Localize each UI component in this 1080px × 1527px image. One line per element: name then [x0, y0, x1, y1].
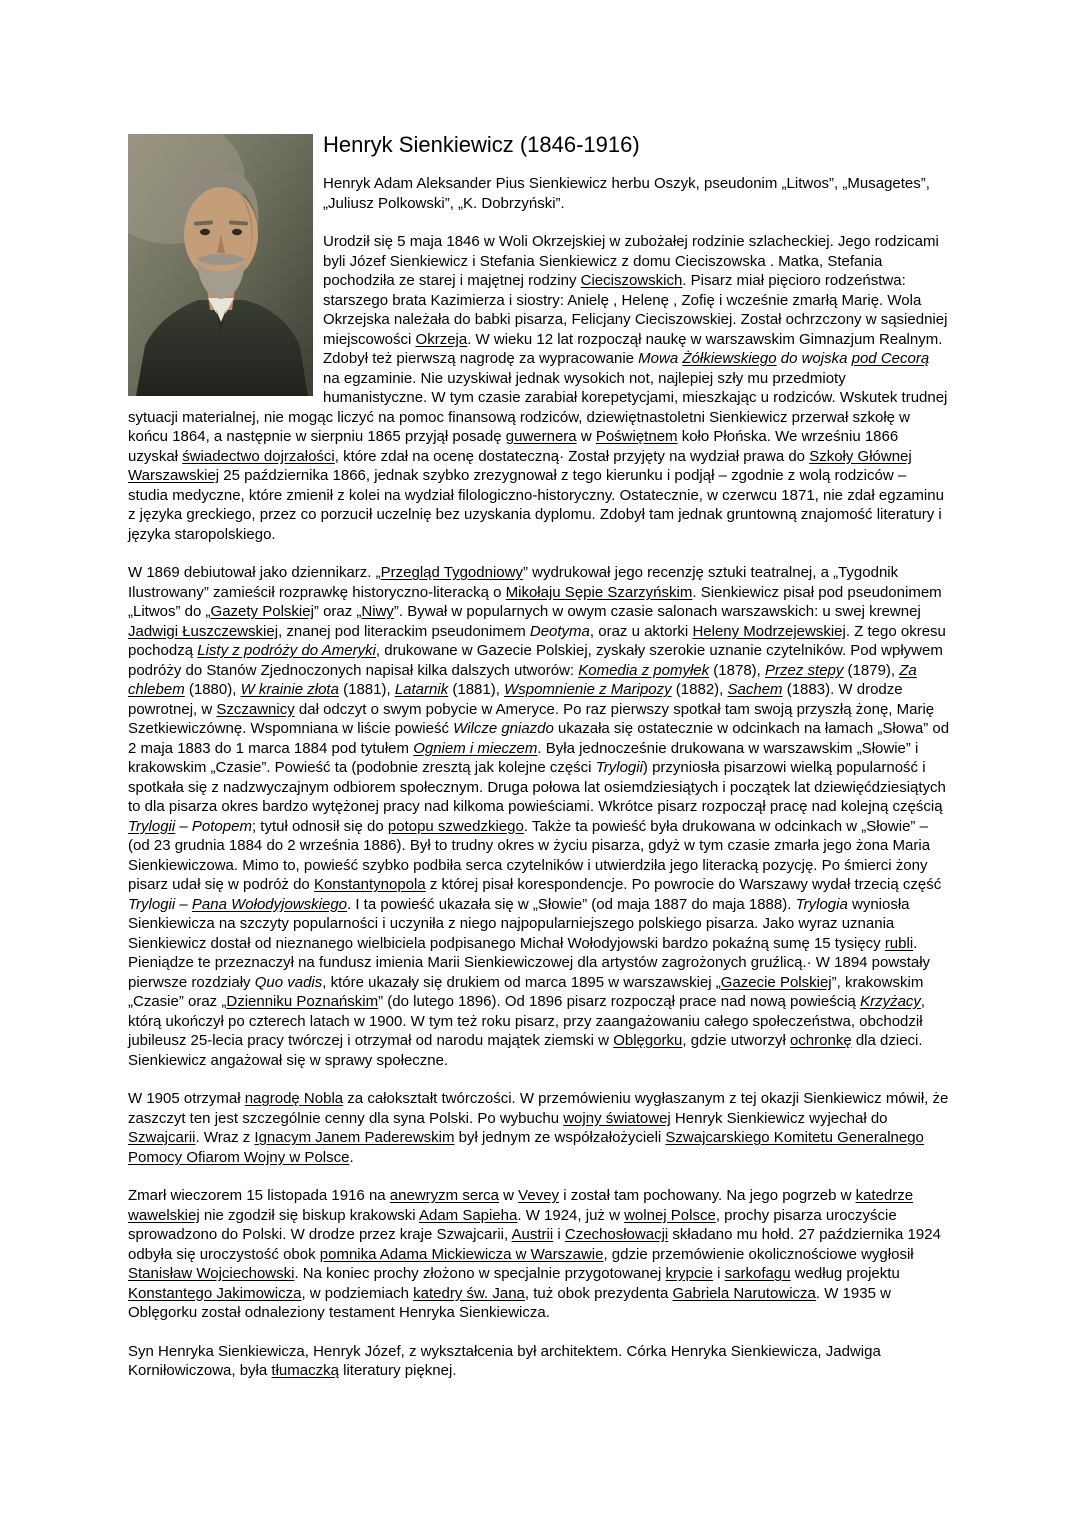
underlined-link[interactable]: Szwajcarskiego Komitetu Generalnego Pomocy Ofiarom Wojny w Polsce [128, 1129, 924, 1166]
underlined-link[interactable]: Okrzeja [415, 330, 468, 348]
italic-work-title [860, 993, 921, 1010]
underlined-link[interactable]: Ogniem i mieczem [413, 739, 538, 757]
underlined-link[interactable]: katedry św. Jana [413, 1284, 525, 1302]
italic-work-title: Potopem [191, 817, 252, 835]
underlined-link[interactable]: Latarnik [394, 681, 449, 698]
underlined-link[interactable]: Szczawnicy [216, 700, 295, 718]
underlined-link[interactable]: ochronkę [789, 1032, 852, 1049]
underlined-link[interactable]: Sachem [727, 681, 783, 698]
underlined-link[interactable]: Mikołaju Sępie Szarzyńskim [505, 583, 693, 601]
underlined-link[interactable]: nagrodę Nobla [244, 1090, 344, 1107]
underlined-link[interactable]: rubli [884, 934, 914, 952]
underlined-link[interactable]: wolnej Polsce [624, 1206, 716, 1224]
underlined-link[interactable]: Konstantynopola [313, 876, 426, 893]
underlined-link[interactable]: Szkoły Głównej Warszawskiej [128, 447, 912, 484]
underlined-link[interactable]: guwernera [505, 428, 577, 445]
underlined-link[interactable]: Oblęgorku [613, 1032, 683, 1049]
underlined-link[interactable]: Ignacym Janem Paderewskim [254, 1129, 455, 1146]
underlined-link[interactable]: Stanisław Wojciechowski [128, 1265, 295, 1282]
underlined-link[interactable]: Gazety Polskiej [210, 603, 314, 620]
underlined-link[interactable]: anewryzm serca [389, 1187, 499, 1204]
underlined-link[interactable]: Pana Wołodyjowskiego [191, 895, 348, 913]
underlined-link[interactable]: katedrze wawelskiej [128, 1187, 914, 1224]
underlined-link[interactable]: Szwajcarii [128, 1129, 196, 1146]
underlined-link[interactable]: Trylogii [128, 817, 176, 835]
underlined-link[interactable]: Dzienniku Poznańskim [226, 993, 379, 1010]
underlined-link[interactable]: pomnika Adama Mickiewicza w Warszawie [319, 1245, 604, 1263]
underlined-link[interactable]: Heleny Modrzejewskiej [692, 622, 846, 640]
underlined-link[interactable]: Za chlebem [128, 661, 917, 698]
underlined-link[interactable]: potopu szwedzkiego [387, 817, 524, 835]
underlined-link[interactable]: Przez stepy [765, 661, 844, 679]
italic-work-title [395, 681, 448, 698]
italic-work-title [241, 681, 339, 698]
underlined-link[interactable]: Żółkiewskiego [682, 350, 777, 367]
underlined-link[interactable]: wojny światowej [563, 1109, 671, 1127]
underlined-link[interactable]: tłumaczką [271, 1362, 339, 1379]
paragraph-career: W 1869 debiutował jako dziennikarz. „Przegląd Tygodniowy” wydrukował jego recenzję sztuki teatralnej, a „Tygodnik Ilustrowany” zamieścił rozprawkę historyczno-literacką o Mikołaju Sępie Szarzyńskim. Sienkiewicz pisał pod pseudonimem „Litwos” do „Gazety Polskiej” oraz „Niwy”. Bywał w popularnych w owym czasie salonach warszawskich: u swej krewnej Jadwigi Łuszczewskiej, znanej pod literackim pseudonimem Deotyma, oraz u aktorki Heleny Modrzejewskiej. Z tego okresu pochodzą Listy z podróży do Ameryki, drukowane w Gazecie Polskiej, zyskały szerokie uznanie czytelników. Pod wpływem podróży do Stanów Zjednoczonych napisał kilka dalszych utworów: Komedia z pomyłek (1878), Przez stepy (1879), Za chlebem (1880), W krainie złota (1881), Latarnik (1881), Wspomnienie z Maripozy (1882), Sachem (1883). W drodze powrotnej, w Szczawnicy dał odczyt o swym pobycie w Ameryce. Po raz pierwszy spotkał tam swoją przyszłą żonę, Marię Szetkiewiczównę. Wspomniana w liście powieść Wilcze gniazdo ukazała się ostatecznie w odcinkach na łamach „Słowa” od 2 maja 1883 do 1 marca 1884 pod tytułem Ogniem i mieczem. Była jednocześnie drukowana w warszawskim „Słowie” i krakowskim „Czasie”. Powieść ta (podobnie zresztą jak kolejne części Trylogii) przyniosła pisarzowi wielką popularność i spotkała się z nadzwyczajnym odbiorem społecznym. Druga połowa lat osiemdziesiątych i początek lat dziewięćdziesiątych to dla pisarza okres bardzo wytężonej pracy nad kilkoma powieściami. Wkrótce pisarz rozpoczął pracę nad kolejną częścią Trylogii – Potopem; tytuł odnosił się do potopu szwedzkiego. Także ta powieść była drukowana w odcinkach w „Słowie” – (od 23 grudnia 1884 do 2 września 1886). Był to trudny okres w życiu pisarza, gdyż w tym czasie zmarła jego żona Maria Sienkiewiczowa. Mimo to, powieść szybko podbiła serca czytelników i utwierdziła jego literacką pozycję. Po śmierci żony pisarz udał się w podróż do Konstantynopola z której pisał korespondencje. Po powrocie do Warszawy wydał trzecią część Trylogii – Pana Wołodyjowskiego. I ta powieść ukazała się w „Słowie” (od maja 1887 do maja 1888). Trylogia wyniosła Sienkiewicza na szczyty popularności i uczyniła z niego najpopularniejszego polskiego pisarza. Jako wyraz uznania Sienkiewicz dostał od nieznanego wielbiciela podpisanego Michał Wołodyjowski bardzo pokaźną sumę 15 tysięcy rubli. Pieniądze te przeznaczył na fundusz imienia Marii Sienkiewiczowej dla artystów zagrożonych gruźlicą.· W 1894 powstały pierwsze rozdziały Quo vadis, które ukazały się drukiem od marca 1895 w warszawskiej „Gazecie Polskiej”, krakowskim „Czasie” oraz „Dzienniku Poznańskim” (do lutego 1896). Od 1896 pisarz rozpoczął prace nad nową powieścią Krzyżacy, którą ukończył po czterech latach w 1900. W tym też roku pisarz, przy zaangażowaniu całego społeczeństwa, obchodził jubileusz 25-lecia pracy twórczej i otrzymał od narodu majątek ziemski w Oblęgorku, gdzie utworzył ochronkę dla dzieci. Sienkiewicz angażował się w sprawy społeczne. [128, 564, 950, 1069]
underlined-link[interactable]: Austrii [511, 1226, 554, 1243]
italic-work-title [192, 896, 347, 913]
underlined-link[interactable]: Gazecie Polskiej [720, 973, 832, 991]
underlined-link[interactable]: Cieciszowskich [580, 272, 683, 289]
underlined-link[interactable]: Komedia z pomyłek [578, 661, 710, 679]
underlined-link[interactable]: pod Cecorą [851, 350, 930, 367]
page-title: Henryk Sienkiewicz (1846-1916) [323, 132, 640, 157]
underlined-link[interactable]: sarkofagu [724, 1265, 791, 1282]
paragraph-youth: Urodził się 5 maja 1846 w Woli Okrzejskiej w zubożałej rodzinie szlacheckiej. Jego rodzicami byli Józef Sienkiewicz i Stefania Sienkiewicz z domu Cieciszowska . Matka, Stefania pochodziła ze starej i majętnej rodziny Cieciszowskich. Pisarz miał pięcioro rodzeństwa: starszego brata Kazimierza i siostry: Anielę , Helenę , Zofię i wcześnie zmarłą Marię. Wola Okrzejska należała do babki pisarza, Felicjany Cieciszowskiej. Został ochrzczony w sąsiedniej miejscowości Okrzeja. W wieku 12 lat rozpoczął naukę w warszawskim Gimnazjum Realnym. Zdobył też pierwszą nagrodę za wypracowanie Mowa Żółkiewskiego do wojska pod Cecorą na egzaminie. Nie uzyskiwał jednak wysokich not, najlepiej szły mu przedmioty humanistyczne. W tym czasie zarabiał korepetycjami, mieszkając u rodziców. Wskutek trudnej sytuacji materialnej, nie mogąc liczyć na pomoc finansową rodziców, dziewiętnastoletni Sienkiewicz przerwał szkołę w końcu 1864, a następnie w sierpniu 1865 przyjął posadę guwernera w Poświętnem koło Płońska. We wrześniu 1866 uzyskał świadectwo dojrzałości, które zdał na ocenę dostateczną· Został przyjęty na wydział prawa do Szkoły Głównej Warszawskiej 25 października 1866, jednak szybko zrezygnował z tego kierunku i podjął – zgodnie z wolą rodziców – studia medyczne, które zmienił z kolei na wydział filologiczno-historyczny. Ostatecznie, w czerwcu 1871, nie zdał egzaminu z języka greckiego, przez co porzucił uczelnię bez uzyskania dyplomu. Zdobył tam jednak gruntowną znajomość literatury i języka staropolskiego. [128, 233, 948, 543]
underlined-link[interactable]: Krzyżacy [860, 993, 921, 1010]
paragraph-nobel: W 1905 otrzymał nagrodę Nobla za całokształt twórczości. W przemówieniu wygłaszanym z tej okazji Sienkiewicz mówił, że zaszczyt ten jest szczególnie cenny dla syna Polski. Po wybuchu wojny światowej Henryk Sienkiewicz wyjechał do Szwajcarii. Wraz z Ignacym Janem Paderewskim był jednym ze współzałożycieli Szwajcarskiego Komitetu Generalnego Pomocy Ofiarom Wojny w Polsce. [128, 1090, 949, 1166]
paragraph-pseudonyms: Henryk Adam Aleksander Pius Sienkiewicz herbu Oszyk, pseudonim „Litwos”, „Musagetes”, „Juliusz Polkowski”, „K. Dobrzyński”. [323, 175, 930, 212]
italic-work-title: Trylogia [795, 895, 848, 913]
italic-work-title: Deotyma [529, 622, 590, 640]
paragraph-death: Zmarł wieczorem 15 listopada 1916 na anewryzm serca w Vevey i został tam pochowany. Na jego pogrzeb w katedrze wawelskiej nie zgodził się biskup krakowski Adam Sapieha. W 1924, już w wolnej Polsce, prochy pisarza uroczyście sprowadzono do Polski. W drodze przez kraje Szwajcarii, Austrii i Czechosłowacji składano mu hołd. 27 października 1924 odbyła się uroczystość obok pomnika Adama Mickiewicza w Warszawie, gdzie przemówienie okolicznościowe wygłosił Stanisław Wojciechowski. Na koniec prochy złożono w specjalnie przygotowanej krypcie i sarkofagu według projektu Konstantego Jakimowicza, w podziemiach katedry św. Jana, tuż obok prezydenta Gabriela Narutowicza. W 1935 w Oblęgorku został odnaleziony testament Henryka Sienkiewicza. [128, 1187, 941, 1321]
portrait-painting [128, 134, 313, 396]
italic-work-title: Wilcze gniazdo [453, 720, 554, 737]
underlined-link[interactable]: Gabriela Narutowicza [672, 1284, 816, 1302]
italic-work-title: Quo vadis [254, 973, 323, 991]
portrait-painting-icon [128, 134, 313, 396]
italic-work-title: Mowa Żółkiewskiego do wojska pod Cecorą [638, 350, 930, 367]
italic-work-title [504, 681, 672, 698]
paragraph-children: Syn Henryka Sienkiewicza, Henryk Józef, z wykształcenia był architektem. Córka Henryka Sienkiewicza, Jadwiga Korniłowiczowa, była tłumaczką literatury pięknej. [128, 1342, 881, 1379]
italic-work-title [413, 740, 537, 757]
italic-work-title [765, 662, 843, 679]
underlined-link[interactable]: Konstantego Jakimowicza [128, 1284, 302, 1302]
underlined-link[interactable]: świadectwo dojrzałości [182, 447, 335, 465]
underlined-link[interactable]: Adam Sapieha [418, 1206, 518, 1224]
italic-work-title: Trylogii [595, 759, 643, 776]
italic-work-title: Trylogii [128, 895, 176, 913]
italic-work-title [578, 662, 709, 679]
underlined-link[interactable]: Jadwigi Łuszczewskiej [128, 622, 279, 640]
underlined-link[interactable]: Poświętnem [595, 428, 678, 445]
underlined-link[interactable]: krypcie [665, 1265, 713, 1282]
underlined-link[interactable]: Niwy [361, 603, 394, 620]
underlined-link[interactable]: Wspomnienie z Maripozy [504, 681, 672, 698]
underlined-link[interactable]: W krainie złota [240, 681, 339, 698]
italic-work-title [728, 681, 783, 698]
underlined-link[interactable]: Listy z podróży do Ameryki [197, 642, 376, 659]
italic-work-title [128, 818, 175, 835]
underlined-link[interactable]: Czechosłowacji [564, 1226, 669, 1243]
underlined-link[interactable]: Przegląd Tygodniowy [380, 564, 523, 581]
underlined-link[interactable]: Vevey [518, 1187, 560, 1204]
italic-work-title [197, 642, 376, 659]
